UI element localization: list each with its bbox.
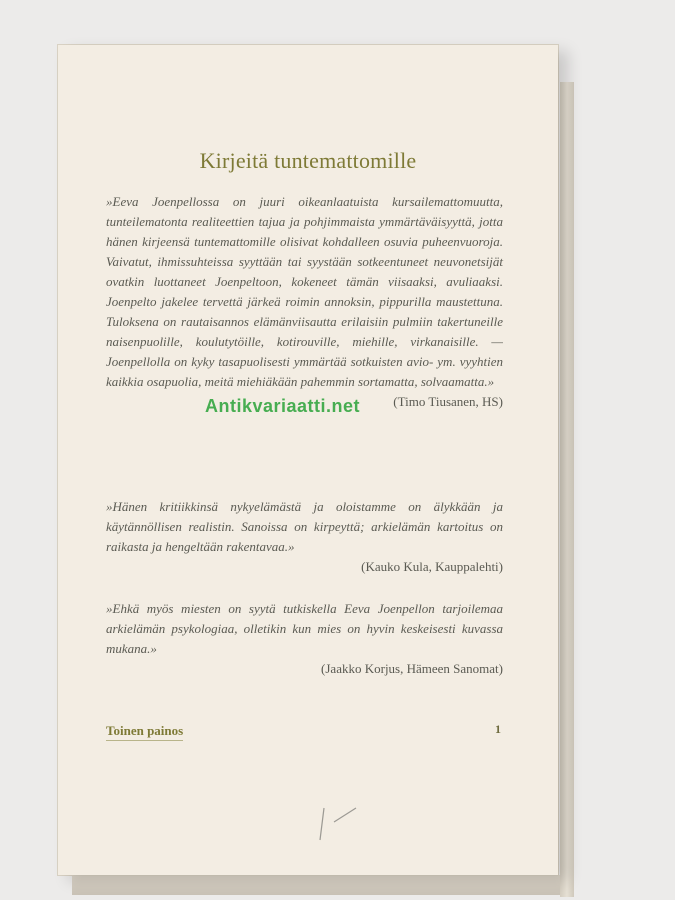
review-quote-2 [106,497,503,577]
review-quote-3-text: »Ehkä myös miesten on syytä tutkiskella Eeva Joenpellon tarjoilemaa arkielämän psykologiaa, olletikin kun mies on hyvin keskeisesti kuvassa mukana.» [106,601,503,656]
book-title: Kirjeitä tuntemattomille [199,148,417,173]
review-quote-1-attribution: (Timo Tiusanen, HS) [393,394,503,409]
review-quote-3-attribution: (Jaakko Korjus, Hämeen Sanomat) [321,661,503,676]
pencil-mark [310,800,370,845]
watermark-logo: Antikvariaatti.net [205,396,361,416]
book-bottom-edge [72,875,572,895]
page-number: 1 [495,722,501,736]
review-quote-1-text: on juuri oikeanlaatuista kursailemattomuutta, tunteilematonta realiteettien tajua ja pohjimmaista ymmärtäväisyyttä, jotta hänen kirjeensä tuntemattomille olisivat kohdalleen osuvia puheenvuoroja. Vaivatut, ihmissuhteissa syyttään tai syystään sotkeentuneet neuvonetsijät ovatkin luottaneet Joenpeltoon, kokeneet tämän viisaaksi, avuliaaksi. Joenpelto jakelee tervettä järkeä roimin annoksin, pippurilla maustettuna. Tuloksena on rautaisannos elämänviisautta erilaisiin pulmiin takertuneille naisenpuolille, koulutytöille, kotirouville, miehille, virkanaisille. — Joenpellolla on kyky tasapuolisesti ymmärtää sotkuisten avio- ym. vyyhtien kaikkia osapuolia, meitä miehiäkään pahemmin sortamatta, solvaamatta.» [106,194,503,389]
edition-label: Toinen painos [106,723,183,741]
book-side-edge [560,82,574,897]
review-quote-1 [106,192,503,412]
review-quote-1-lead: »Eeva Joenpellossa [106,194,220,209]
review-quote-3 [106,599,503,679]
review-quote-2-text: »Hänen kritiikkinsä nykyelämästä ja oloistamme on älykkään ja käytännöllisen realistin. Sanoissa on kirpeyttä; arkielämän kartoitus on raikasta ja hengeltään rakentavaa.» [106,499,503,554]
review-quote-2-attribution: (Kauko Kula, Kauppalehti) [361,559,503,574]
book-back-cover [58,45,558,875]
